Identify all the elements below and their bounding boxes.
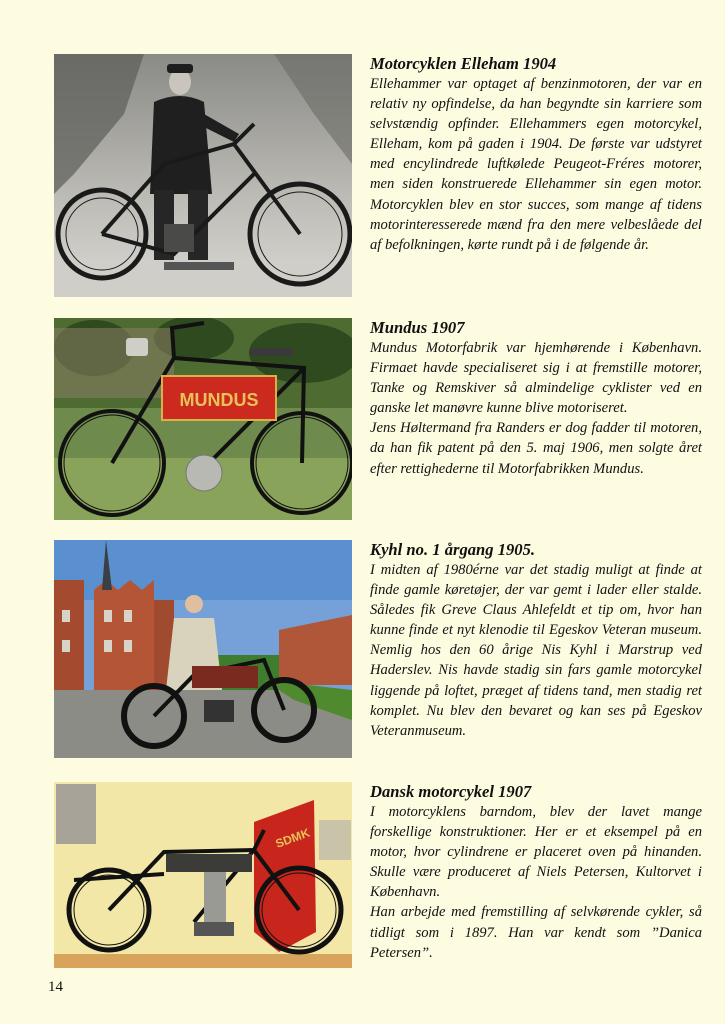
entry-dansk-text (370, 782, 702, 963)
photo-kyhl-motorcycle (54, 540, 352, 758)
entry-mundus-text (370, 318, 702, 479)
photo-elleham-motorcycle (54, 54, 352, 297)
entry-paragraph: I motorcyklens barndom, blev der lavet mange forskellige konstruktioner. Her er et eksempel på en motor, hvor cylindrene er placeret oven på hinanden. Skulle være produceret af Niels Petersen, Kultorvet i København. (370, 804, 702, 901)
entry-paragraph: Mundus Motorfabrik var hjemhørende i København. Firmaet havde specialiseret sig i at fremstille motorer, Tanke og Remskiver så almindelige cyklister ved en ganske let manøvre kunne blive motoriseret. (370, 340, 702, 417)
kyhl-photo-illustration (54, 540, 352, 758)
elleham-photo-illustration (54, 54, 352, 297)
entry-title: Motorcyklen Elleham 1904 (370, 54, 557, 73)
entry-paragraph: Ellehammer var optaget af benzinmotoren, der var en relativ ny opfindelse, da han begyndte sin karriere som selvstændig opfinder. Ellehammers egen motorcykel, Elleham, kom på gaden i 1904. De første var udstyret med encylindrede luftkølede Peugeot-Fréres motorer, men siden konstruerede Ellehammer sin egen motor. Motorcyklen blev en stor succes, som mange af tidens motorinteresserede mænd fra den mere velbeslåede del af befolkningen, kørte rundt på i de følgende år. (370, 76, 702, 253)
tank-lettering: MUNDUS (179, 390, 259, 410)
photo-dansk-motorcycle (54, 782, 352, 968)
mundus-photo-illustration (54, 318, 352, 520)
entry-kyhl-text (370, 540, 702, 741)
dansk-photo-illustration (54, 782, 352, 968)
photo-mundus-motorcycle (54, 318, 352, 520)
page-number: 14 (48, 979, 63, 995)
banner-lettering: SDMK (273, 825, 312, 851)
entry-title: Dansk motorcykel 1907 (370, 782, 532, 801)
entry-paragraph: Jens Høltermand fra Randers er dog fadder til motoren, da han fik patent på den 5. maj 1906, men solgte året efter rettighederne til Motorfabrikken Mundus. (370, 420, 702, 477)
entry-title: Mundus 1907 (370, 318, 465, 337)
entry-paragraph: Han arbejde med fremstilling af selvkørende cykler, så tidligt som i 1897. Han var kendt som ”Danica Petersen”. (370, 904, 702, 961)
entry-paragraph: I midten af 1980érne var det stadig muligt at finde at finde gamle køretøjer, der var gemt i lader eller stalde. Således fik Greve Claus Ahlefeldt et tip om, hvor han kunne finde et nyt klenodie til Egeskov Veteran museum. Nemlig hos den 60 årige Nis Kyhl i Marstrup ved Haderslev. Nis havde stadig sin fars gamle motorcykel liggende på loftet, præget af tidens tand, men stadig ret komplet. Nu blev den bevaret og kan ses på Egeskov Veteranmuseum. (370, 562, 702, 739)
entry-title: Kyhl no. 1 årgang 1905. (370, 540, 536, 559)
entry-elleham-text (370, 54, 702, 255)
